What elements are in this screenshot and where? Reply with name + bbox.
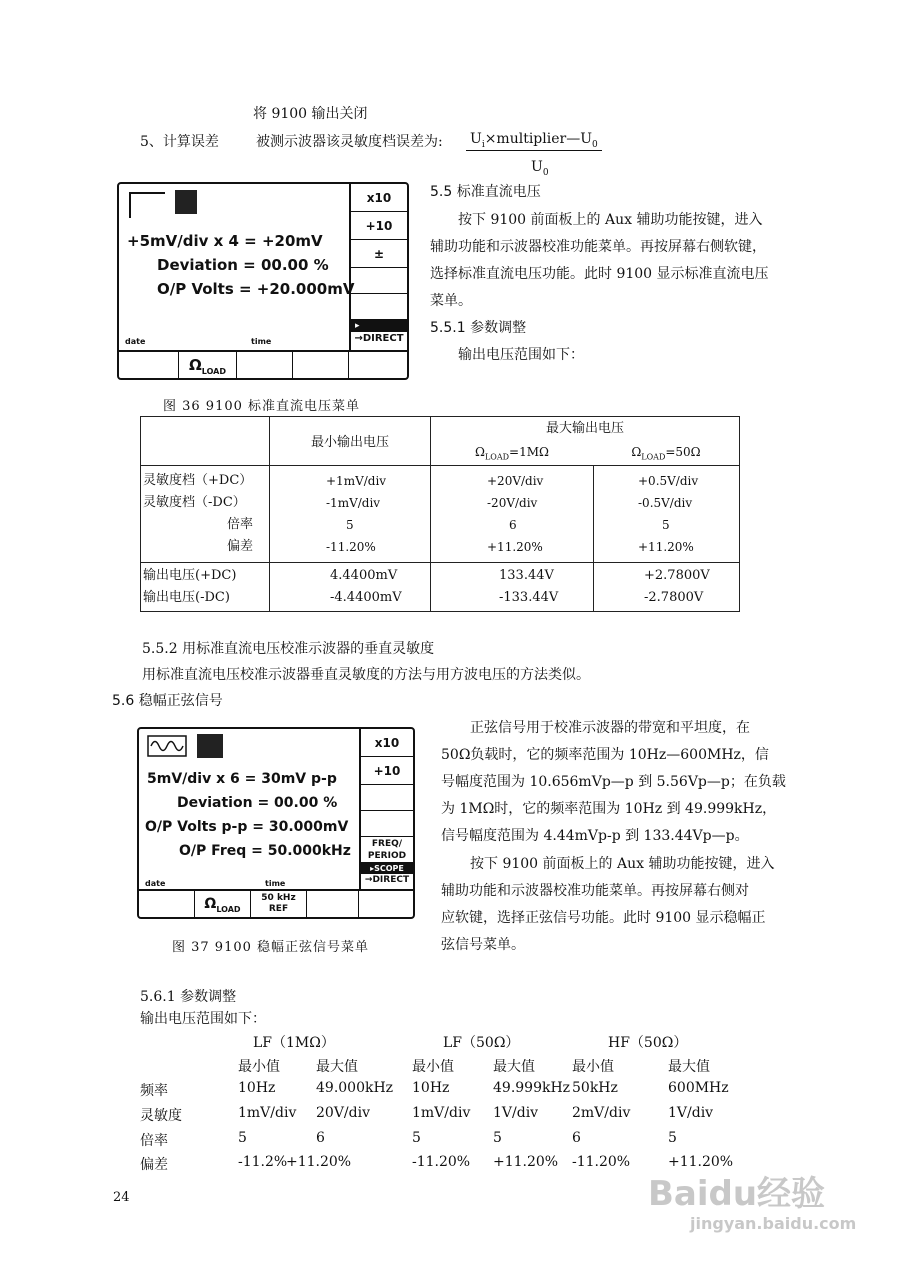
figure-caption: 图 36 9100 标准直流电压菜单 — [163, 399, 361, 414]
cell: +11.20% — [668, 1154, 734, 1170]
lcd-date: date — [145, 879, 166, 888]
bottom-key-load[interactable]: $\Omega_{LOAD}$ — [195, 891, 251, 917]
cell: 1V/div — [493, 1105, 539, 1121]
bottom-key-4[interactable] — [307, 891, 359, 917]
softkey-plus10[interactable]: +10 — [361, 757, 413, 785]
header-max: 最大输出电压 $\Omega_{LOAD}=1M\Omega$ $\Omega_{LOAD}=50\Omega$ — [431, 417, 740, 465]
paragraph-line: 弦信号菜单。 — [441, 937, 525, 953]
sub-header: 最大值 — [493, 1059, 535, 1075]
lcd-date: date — [125, 337, 146, 346]
cell: 4.4400mV — [330, 567, 398, 583]
row-label: 输出电压(-DC) — [143, 589, 230, 605]
cell: -20V/div — [487, 495, 538, 510]
dc-voltage-table — [140, 416, 740, 612]
cell: -2.7800V — [644, 589, 704, 605]
cell: +11.20% — [286, 1154, 352, 1170]
cell: 20V/div — [316, 1105, 370, 1121]
cell: 6 — [572, 1130, 581, 1146]
cell: 6 — [316, 1130, 325, 1146]
step-text: 被测示波器该灵敏度档误差为: — [256, 134, 443, 150]
cell: 600MHz — [668, 1080, 729, 1096]
row-label: 灵敏度档（+DC） — [143, 472, 253, 488]
page-number: 24 — [113, 1190, 130, 1205]
cell: 10Hz — [412, 1080, 450, 1096]
paragraph-line: 辅助功能和示波器校准功能菜单。再按屏幕右侧软键， — [430, 239, 766, 255]
cell: 50kHz — [572, 1080, 618, 1096]
row-label: 频率 — [140, 1083, 168, 1099]
cell: 10Hz — [238, 1080, 276, 1096]
cell: -11.20% — [412, 1154, 471, 1170]
softkey-freq-period[interactable]: FREQ/ PERIOD — [361, 837, 413, 863]
sine-waveform-icon — [147, 735, 187, 757]
cell: 5 — [668, 1130, 677, 1146]
cell: 5 — [238, 1130, 247, 1146]
cell: +2.7800V — [644, 567, 710, 583]
softkey-column — [359, 729, 413, 889]
bottom-key-5[interactable] — [359, 891, 413, 917]
paragraph-line: 用标准直流电压校准示波器垂直灵敏度的方法与用方波电压的方法类似。 — [142, 667, 590, 683]
step-label: 5、计算误差 — [140, 134, 219, 150]
fig36-lcd-screen — [117, 182, 409, 380]
watermark-brand: Baidu经验 — [648, 1174, 826, 1214]
status-block-icon — [197, 734, 223, 758]
watermark-url: jingyan.baidu.com — [690, 1214, 857, 1233]
lcd-line-deviation: Deviation = 00.00 % — [177, 795, 338, 811]
paragraph-line: 选择标准直流电压功能。此时 9100 显示标准直流电压 — [430, 266, 769, 282]
cell: -11.20% — [572, 1154, 631, 1170]
sub-header: 最大值 — [316, 1059, 358, 1075]
cell: -11.2% — [238, 1154, 288, 1170]
cell: 5 — [662, 517, 670, 532]
subsection-heading: 5.5.2 用标准直流电压校准示波器的垂直灵敏度 — [142, 641, 435, 657]
sub-header: 最大值 — [668, 1059, 710, 1075]
subsection-heading: 5.6.1 参数调整 — [140, 989, 237, 1005]
paragraph-line: 按下 9100 前面板上的 Aux 辅助功能按键，进入 — [458, 212, 763, 228]
cell: +11.20% — [493, 1154, 559, 1170]
cell: +1mV/div — [326, 473, 387, 488]
lcd-line-sensitivity: 5mV/div x 6 = 30mV p-p — [147, 771, 337, 787]
paragraph-line: 为 1MΩ时，它的频率范围为 10Hz 到 49.999kHz， — [441, 801, 777, 817]
figure-caption: 图 37 9100 稳幅正弦信号菜单 — [172, 940, 370, 955]
cell: +11.20% — [638, 539, 694, 554]
section-heading: 5.5 标准直流电压 — [430, 184, 541, 200]
text-line: 将 9100 输出关闭 — [253, 106, 368, 122]
paragraph-line: 辅助功能和示波器校准功能菜单。再按屏幕右侧对 — [441, 883, 749, 899]
header-1m: $\Omega_{LOAD}=1M\Omega$ — [475, 445, 549, 462]
cell: +11.20% — [487, 539, 543, 554]
softkey-blank-2[interactable] — [351, 294, 407, 320]
header-50: $\Omega_{LOAD}=50\Omega$ — [631, 445, 701, 462]
softkey-scope[interactable]: ▸SCOPE — [361, 863, 413, 874]
row-label: 灵敏度档（-DC） — [143, 494, 246, 510]
bottom-key-50khz-ref[interactable]: 50 kHz REF — [251, 891, 307, 917]
paragraph-line: 50Ω负载时，它的频率范围为 10Hz—600MHz，信 — [441, 747, 769, 763]
softkey-x10[interactable]: x10 — [361, 729, 413, 757]
cell: 5 — [412, 1130, 421, 1146]
lcd-line-output: O/P Volts p-p = 30.000mV — [145, 819, 349, 835]
row-label: 输出电压(+DC) — [143, 567, 237, 583]
cell: 1mV/div — [412, 1105, 471, 1121]
sub-header: 最小值 — [238, 1059, 280, 1075]
bottom-key-load[interactable]: $\Omega_{LOAD}$ — [179, 352, 237, 378]
row-label: 偏差 — [140, 1157, 168, 1173]
paragraph-line: 按下 9100 前面板上的 Aux 辅助功能按键，进入 — [470, 856, 775, 872]
cell: -133.44V — [499, 589, 559, 605]
paragraph-line: 正弦信号用于校准示波器的带宽和平坦度，在 — [470, 720, 750, 736]
softkey-direct[interactable]: →DIRECT — [364, 875, 410, 885]
paragraph-line: 应软键，选择正弦信号功能。此时 9100 显示稳幅正 — [441, 910, 766, 926]
cell: +0.5V/div — [638, 473, 699, 488]
softkey-blank-1[interactable] — [361, 785, 413, 811]
row-label: 偏差 — [226, 538, 253, 554]
bottom-key-1[interactable] — [119, 352, 179, 378]
sub-header: 最小值 — [572, 1059, 614, 1075]
status-block-icon — [175, 190, 197, 214]
softkey-blank-1[interactable] — [351, 268, 407, 294]
cell: 133.44V — [499, 567, 554, 583]
formula-denominator: $U_0$ — [531, 159, 549, 178]
cell: 5 — [346, 517, 354, 532]
subsection-heading: 5.5.1 参数调整 — [430, 320, 527, 336]
lcd-time: time — [251, 337, 272, 346]
row-label: 倍率 — [140, 1133, 168, 1149]
bottom-key-4[interactable] — [293, 352, 349, 378]
cell: 6 — [509, 517, 517, 532]
softkey-x10[interactable]: x10 — [351, 184, 407, 212]
bottom-key-1[interactable] — [139, 891, 195, 917]
sub-header: 最小值 — [412, 1059, 454, 1075]
lcd-time: time — [265, 879, 286, 888]
cell: -1mV/div — [326, 495, 381, 510]
lcd-line-sensitivity: +5mV/div x 4 = +20mV — [127, 232, 323, 250]
dc-waveform-icon — [129, 192, 165, 218]
cell: +20V/div — [487, 473, 544, 488]
range-text: 输出电压范围如下： — [458, 347, 584, 363]
softkey-direct[interactable]: →DIRECT — [354, 333, 404, 344]
cell: 1V/div — [668, 1105, 714, 1121]
paragraph-line: 菜单。 — [430, 293, 472, 309]
bottom-softkey-row — [139, 889, 413, 917]
cell: 2mV/div — [572, 1105, 631, 1121]
fig37-lcd-screen — [137, 727, 415, 919]
cell: 1mV/div — [238, 1105, 297, 1121]
paragraph-line: 号幅度范围为 10.656mVp—p 到 5.56Vp—p；在负载 — [441, 774, 786, 790]
group-header: LF（1MΩ） — [253, 1035, 335, 1051]
cell: 49.000kHz — [316, 1080, 394, 1096]
softkey-blank-2[interactable] — [361, 811, 413, 837]
cell: -11.20% — [326, 539, 376, 554]
lcd-line-deviation: Deviation = 00.00 % — [157, 256, 329, 274]
group-header: LF（50Ω） — [443, 1035, 520, 1051]
bottom-softkey-row — [119, 350, 407, 378]
cell: -4.4400mV — [330, 589, 402, 605]
paragraph-line: 信号幅度范围为 4.44mVp-p 到 133.44Vp—p。 — [441, 828, 749, 844]
row-label: 灵敏度 — [140, 1108, 182, 1124]
lcd-line-output: O/P Volts = +20.000mV — [157, 280, 355, 298]
bottom-key-3[interactable] — [237, 352, 293, 378]
cell: 5 — [493, 1130, 502, 1146]
bottom-key-5[interactable] — [349, 352, 407, 378]
row-label: 倍率 — [226, 516, 253, 532]
range-text: 输出电压范围如下： — [140, 1011, 266, 1027]
cell: 49.999kHz — [493, 1080, 571, 1096]
section-heading: 5.6 稳幅正弦信号 — [112, 693, 223, 709]
cell: -0.5V/div — [638, 495, 693, 510]
softkey-arrow[interactable]: ▸ — [351, 320, 407, 332]
group-header: HF（50Ω） — [608, 1035, 688, 1051]
lcd-line-frequency: O/P Freq = 50.000kHz — [179, 843, 351, 859]
header-min: 最小输出电压 — [270, 417, 431, 466]
softkey-plus10[interactable]: +10 — [351, 212, 407, 240]
formula-numerator: $U_i\times multiplier—U_0$ — [466, 131, 602, 151]
softkey-plusminus[interactable]: ± — [351, 240, 407, 268]
softkey-column — [349, 184, 407, 350]
